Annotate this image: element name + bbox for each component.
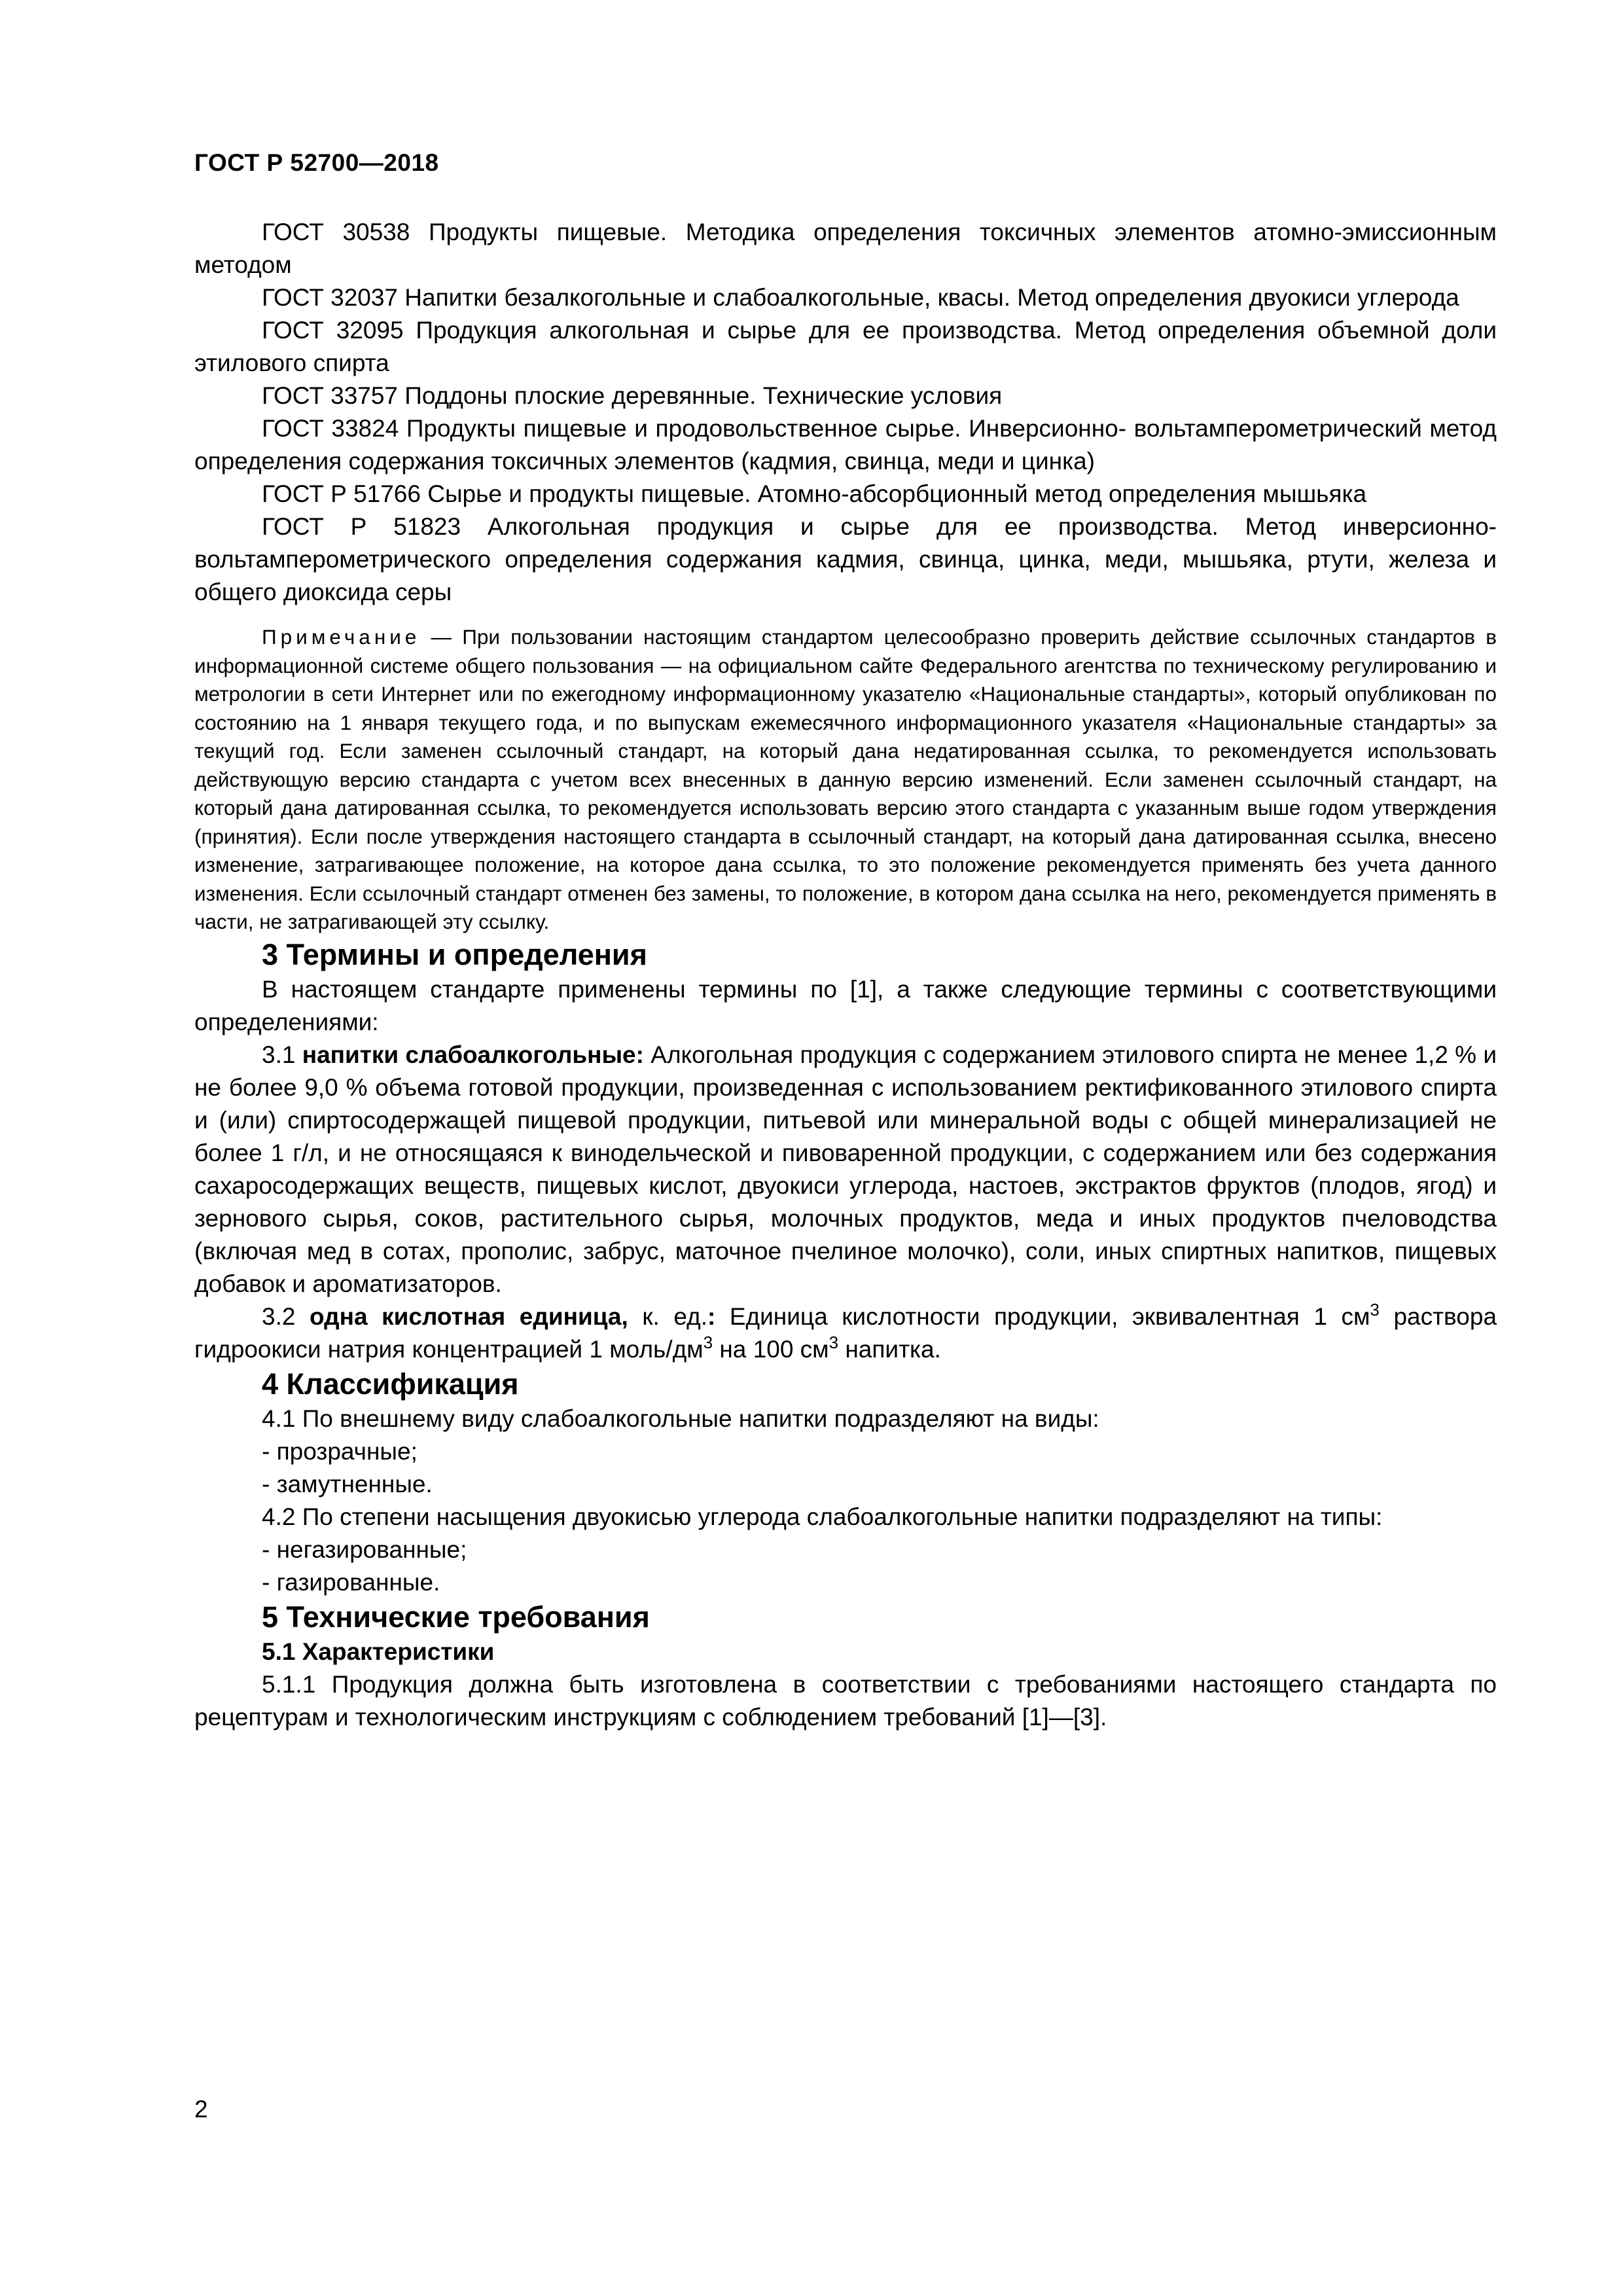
clause-4-1: 4.1 По внешнему виду слабоалкогольные напитки подразделяют на виды: (262, 1405, 1099, 1432)
term-3-2-colon: : (707, 1302, 716, 1330)
reference-gost-r-51823: ГОСТ Р 51823 Алкогольная продукция и сырье для ее производства. Метод инверсионно-вольтамперометрического определения содержания кадмия, свинца, цинка, меди, мышьяка, ртути, железа и общего диоксида серы (194, 513, 1497, 605)
term-3-2-definition-c: на 100 см (713, 1335, 829, 1363)
term-3-2-definition-d: напитка. (838, 1335, 941, 1363)
section-3-heading: 3 Термины и определения (262, 937, 647, 971)
superscript-3: 3 (703, 1332, 713, 1352)
section-3-intro: В настоящем стандарте применены термины по [1], а также следующие термины с соответствующими определениями: (194, 975, 1497, 1035)
term-3-2 (194, 1300, 1497, 1366)
reference-gost-32037: ГОСТ 32037 Напитки безалкогольные и слабоалкогольные, квасы. Метод определения двуокиси углерода (262, 284, 1459, 311)
term-3-2-definition-a: Единица кислотности продукции, эквивалентная 1 см (715, 1302, 1370, 1330)
note-paragraph (194, 623, 1497, 937)
term-3-2-abbreviation: к. ед. (628, 1302, 707, 1330)
term-3-2-definition-b: раствора гидроокиси натрия концентрацией 1 моль/дм (194, 1302, 1497, 1363)
list-item: - замутненные. (262, 1470, 433, 1498)
term-3-2-name: одна кислотная единица, (310, 1302, 628, 1330)
document-header: ГОСТ Р 52700—2018 (194, 149, 439, 176)
superscript-3: 3 (1370, 1299, 1380, 1319)
reference-gost-32095: ГОСТ 32095 Продукция алкогольная и сырье для ее производства. Метод определения объемной доли этилового спирта (194, 317, 1497, 376)
term-3-1-number: 3.1 (262, 1041, 302, 1068)
clause-4-2: 4.2 По степени насыщения двуокисью углерода слабоалкогольные напитки подразделяют на типы: (262, 1503, 1383, 1530)
superscript-3: 3 (829, 1332, 839, 1352)
section-4-heading: 4 Классификация (262, 1367, 519, 1401)
term-3-1-name: напитки слабоалкогольные: (302, 1041, 644, 1068)
clause-5-1-1: 5.1.1 Продукция должна быть изготовлена в соответствии с требованиями настоящего стандарта по рецептурам и технологическим инструкциям с соблюдением требований [1]—[3]. (194, 1670, 1497, 1731)
page-number: 2 (194, 2096, 208, 2123)
list-item: - газированные. (262, 1568, 440, 1596)
note-label: Примечание (262, 625, 421, 649)
subsection-5-1-heading: 5.1 Характеристики (262, 1638, 495, 1665)
reference-gost-30538: ГОСТ 30538 Продукты пищевые. Методика определения токсичных элементов атомно-эмиссионным методом (194, 219, 1497, 278)
page-content (194, 216, 1497, 1734)
list-item: - прозрачные; (262, 1437, 418, 1465)
list-item: - негазированные; (262, 1535, 467, 1563)
term-3-1 (194, 1039, 1497, 1300)
reference-gost-33757: ГОСТ 33757 Поддоны плоские деревянные. Технические условия (262, 382, 1003, 409)
term-3-2-number: 3.2 (262, 1302, 310, 1330)
reference-gost-r-51766: ГОСТ Р 51766 Сырье и продукты пищевые. Атомно-абсорбционный метод определения мышьяка (262, 480, 1367, 507)
section-5-heading: 5 Технические требования (262, 1600, 650, 1634)
note-text: — При пользовании настоящим стандартом целесообразно проверить действие ссылочных стандартов в информационной системе общего пользования — на официальном сайте Федерального агентства по техническому регулированию и метрологии в сети Интернет или по ежегодному информационному указателю «Национальные стандарты», который опубликован по состоянию на 1 января текущего года, и по выпускам ежемесячного информационного указателя «Национальные стандарты» за текущий год. Если заменен ссылочный стандарт, на который дана недатированная ссылка, то рекомендуется использовать действующую версию стандарта с учетом всех внесенных в данную версию изменений. Если заменен ссылочный стандарт, на который дана датированная ссылка, то рекомендуется использовать версию этого стандарта с указанным выше годом утверждения (принятия). Если после утверждения настоящего стандарта в ссылочный стандарт, на который дана датированная ссылка, внесено изменение, затрагивающее положение, на которое дана ссылка, то это положение рекомендуется применять без учета данного изменения. Если ссылочный стандарт отменен без замены, то положение, в котором дана ссылка на него, рекомендуется применять в части, не затрагивающей эту ссылку. (194, 625, 1497, 933)
reference-gost-33824: ГОСТ 33824 Продукты пищевые и продовольственное сырье. Инверсионно- вольтамперометрический метод определения содержания токсичных элементов (кадмия, свинца, меди и цинка) (194, 415, 1497, 475)
term-3-1-definition: Алкогольная продукция с содержанием этилового спирта не менее 1,2 % и не более 9,0 % объема готовой продукции, произведенная с использованием ректификованного этилового спирта и (или) спиртосодержащей пищевой продукции, питьевой или минеральной воды с общей минерализацией не более 1 г/л, и не относящаяся к винодельческой и пивоваренной продукции, с содержанием или без содержания сахаросодержащих веществ, пищевых кислот, двуокиси углерода, настоев, экстрактов фруктов (плодов, ягод) и зернового сырья, соков, растительного сырья, молочных продуктов, меда и иных продуктов пчеловодства (включая мед в сотах, прополис, забрус, маточное пчелиное молочко), соли, иных спиртных напитков, пищевых добавок и ароматизаторов. (194, 1041, 1497, 1297)
